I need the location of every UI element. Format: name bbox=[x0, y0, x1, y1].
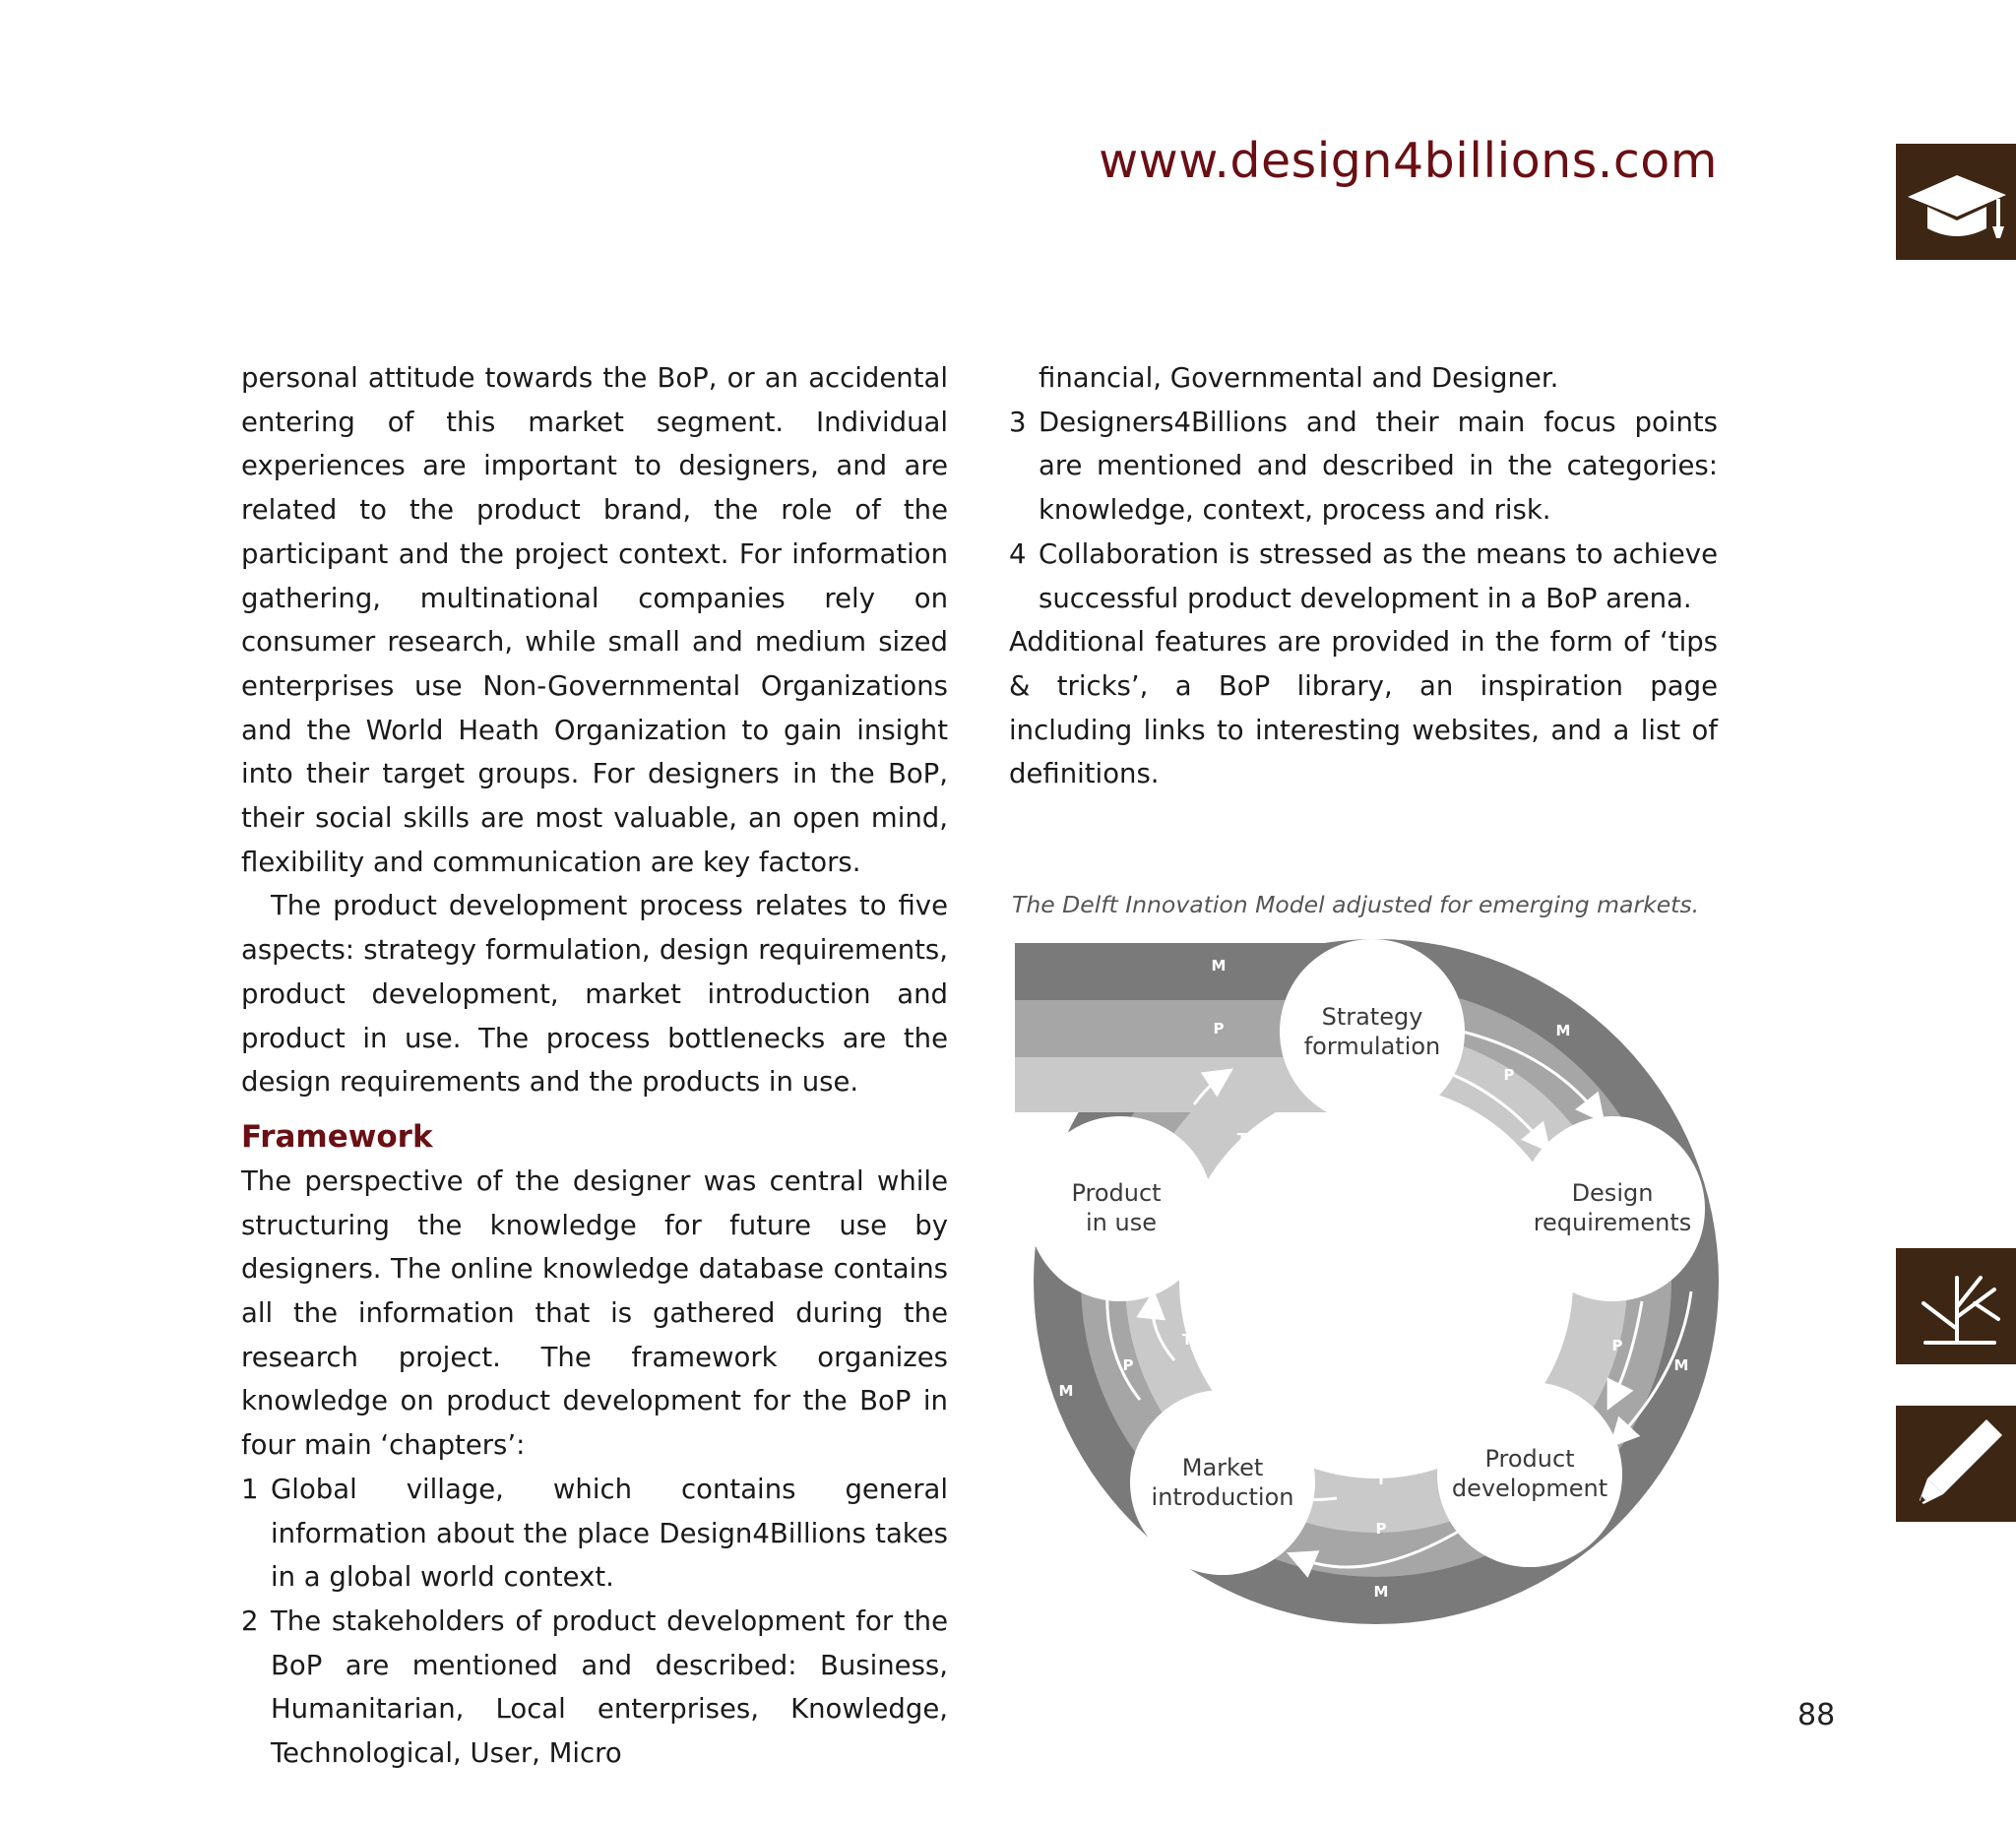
page-number: 88 bbox=[1797, 1698, 1836, 1732]
list-item-collaboration bbox=[1009, 533, 1718, 620]
branch-tab[interactable] bbox=[1896, 1248, 2016, 1364]
right-column bbox=[1009, 356, 1718, 796]
letter-p: P bbox=[1375, 1520, 1387, 1538]
figure-caption: The Delft Innovation Model adjusted for emerging markets. bbox=[1012, 891, 1700, 918]
letter-p: P bbox=[1122, 1356, 1134, 1374]
node-product-development bbox=[1437, 1382, 1622, 1567]
letter-t: T bbox=[1181, 1331, 1193, 1349]
letter-t: T bbox=[1375, 1471, 1387, 1488]
list-item-designers4billions bbox=[1009, 401, 1718, 533]
svg-text:in use: in use bbox=[1086, 1209, 1157, 1236]
list-item-text: The stakeholders of product development for the BoP are mentioned and described: Business, Humanitarian, Local enterprises, Knowledge, Technological, User, Micro bbox=[271, 1604, 948, 1770]
letter-m: M bbox=[1211, 957, 1227, 975]
letter-p: P bbox=[1503, 1066, 1515, 1084]
svg-text:formulation: formulation bbox=[1303, 1033, 1441, 1060]
list-item-stakeholders bbox=[241, 1600, 948, 1776]
node-market-introduction bbox=[1130, 1390, 1315, 1575]
paragraph-framework: The perspective of the designer was central while structuring the knowledge for future use by designers. The online knowledge database contains all the information that is gathered during the research project. The framework organizes knowledge on product development for the BoP in four main ‘chapters’: bbox=[241, 1164, 948, 1462]
letter-m: M bbox=[1555, 1022, 1571, 1039]
letter-m: M bbox=[1673, 1356, 1689, 1374]
svg-text:Product: Product bbox=[1071, 1179, 1162, 1207]
pencil-icon bbox=[1896, 1406, 2016, 1522]
graduation-cap-icon bbox=[1896, 144, 2016, 260]
branch-icon bbox=[1896, 1248, 2016, 1364]
list-item-number: 2 bbox=[241, 1604, 259, 1637]
svg-text:Market: Market bbox=[1181, 1454, 1264, 1481]
svg-text:Product: Product bbox=[1484, 1445, 1575, 1473]
list-item-global-village bbox=[241, 1468, 948, 1600]
section-heading-framework: Framework bbox=[241, 1118, 433, 1155]
graduation-cap-tab[interactable] bbox=[1896, 144, 2016, 260]
node-product-in-use bbox=[1028, 1116, 1213, 1301]
list-item-text: Collaboration is stressed as the means to achieve successful product development in a BoP arena. bbox=[1039, 537, 1718, 614]
letter-m: M bbox=[1373, 1583, 1389, 1601]
node-strategy-formulation bbox=[1280, 939, 1465, 1124]
svg-text:development: development bbox=[1451, 1475, 1608, 1502]
left-column bbox=[241, 356, 948, 1776]
svg-text:requirements: requirements bbox=[1533, 1209, 1692, 1236]
list-item-text: Global village, which contains general information about the place Design4Billions takes in a global world context. bbox=[271, 1473, 948, 1594]
delft-innovation-model-diagram bbox=[1012, 937, 1721, 1626]
list-item-number: 4 bbox=[1009, 537, 1027, 570]
letter-t: T bbox=[1469, 1112, 1480, 1130]
letter-t: T bbox=[1236, 1130, 1248, 1148]
pencil-tab[interactable] bbox=[1896, 1406, 2016, 1522]
svg-text:Design: Design bbox=[1571, 1179, 1654, 1207]
letter-m: M bbox=[1058, 1382, 1074, 1400]
letter-t: T bbox=[1213, 1077, 1225, 1095]
paragraph-additional-features: Additional features are provided in the form of ‘tips & tricks’, a BoP library, an inspiration page including links to interesting websites, and a list of definitions. bbox=[1009, 626, 1718, 790]
paragraph-product-development-process: The product development process relates to five aspects: strategy formulation, design requirements, product development, market introduction and product in use. The process bottlenecks are the design requirements and the products in use. bbox=[241, 890, 948, 1099]
letter-t: T bbox=[1547, 1317, 1559, 1335]
svg-text:Strategy: Strategy bbox=[1321, 1003, 1423, 1031]
list-item-number: 3 bbox=[1009, 406, 1027, 438]
letter-p: P bbox=[1611, 1337, 1623, 1354]
list-item-continuation bbox=[1009, 356, 1718, 401]
node-design-requirements bbox=[1520, 1116, 1705, 1301]
letter-p: P bbox=[1213, 1020, 1225, 1038]
site-url[interactable]: www.design4billions.com bbox=[1099, 133, 1718, 189]
paragraph-bop-attitude: personal attitude towards the BoP, or an accidental entering of this market segment. Individual experiences are important to designers, and are related to the product brand, the role of the participant and the project context. For information gathering, multinational companies rely on consumer research, while small and medium sized enterprises use Non-Governmental Organizations and the World Heath Organization to gain insight into their target groups. For designers in the BoP, their social skills are most valuable, an open mind, flexibility and communication are key factors. bbox=[241, 362, 948, 878]
svg-text:introduction: introduction bbox=[1151, 1483, 1294, 1511]
list-item-text: Designers4Billions and their main focus points are mentioned and described in the categories: knowledge, context, process and risk. bbox=[1039, 406, 1718, 527]
list-item-number: 1 bbox=[241, 1473, 259, 1505]
list-item-text: financial, Governmental and Designer. bbox=[1039, 362, 1559, 394]
